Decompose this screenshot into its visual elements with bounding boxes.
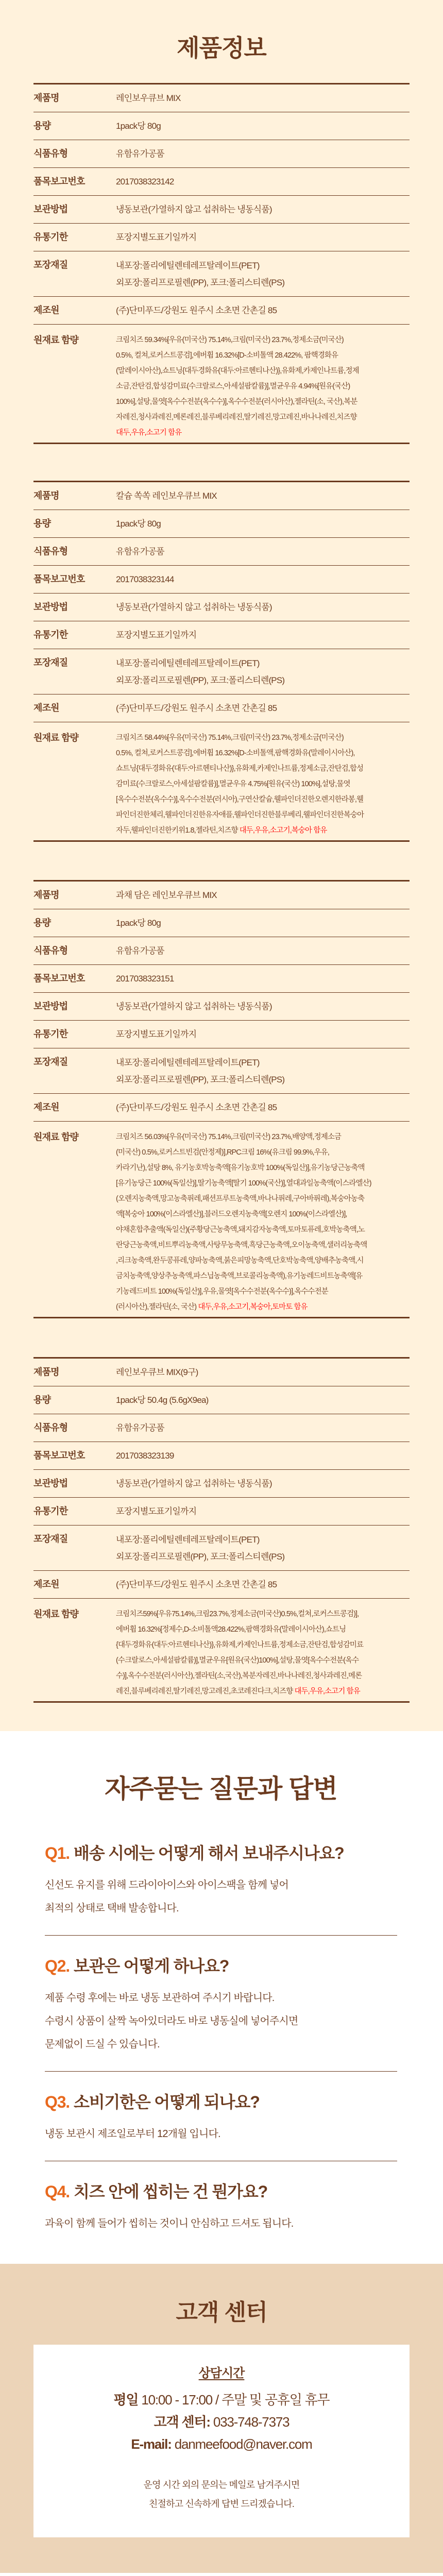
row-value [116,196,410,223]
row-value [116,84,410,112]
row-value [116,1571,410,1598]
ingredient-text: ,리크농축액,완두콩퓨레,양파농축액,붉은피망농축액,단호박농축액,양배추농축액,시 [116,1257,364,1265]
row-value [116,510,410,537]
ingredient-line [116,363,410,379]
row-label: 용량 [33,121,51,131]
row-label: 보관방법 [33,1001,68,1011]
row-value [116,1526,410,1570]
ingredient-line [116,776,410,792]
phone-value[interactable]: 033-748-7373 [213,2414,289,2430]
ingredient-text: {대두경화유(대두:아르헨티나산)},유화제,카제인나트륨,정제소금,잔탄검,합성감미료 [116,1641,364,1649]
ingredient-text: 100%],설탕,물엿[옥수수전분(옥수수)],옥수수전분(러시아산),젤라틴(소, 국산),복분 [116,398,357,406]
faq-question [45,1956,397,1976]
ingredient-line [116,410,410,425]
question-text: 소비기한은 어떻게 되나요? [73,2093,260,2111]
table-row [33,649,410,694]
phone-label: 고객 센터: [154,2414,210,2430]
value-line: 냉동보관(가열하지 않고 섭취하는 냉동식품) [116,205,272,214]
ingredient-text: (말레이시아산),쇼트닝{대두경화유(대두:아르헨티나산)},유화제,카제인나트륨,정제 [116,367,359,375]
ingredient-line [116,1191,410,1207]
note-line: 운영 시간 외의 문의는 메일로 남겨주시면 [143,2480,300,2490]
hours-title: 상담시간 [198,2366,245,2380]
ingredient-text: 자레진,청사과레진,메론레진,블루베리레진,딸기레진,망고레진,바나나레진,치즈향 [116,413,357,421]
product-table-wrap [33,880,410,1318]
ingredient-text: 크림치즈59%[우유75.14%,크림23.7%,정제소금(미국산)0.5%,컬쳐,로커스트콩검)], [116,1610,359,1618]
table-row [33,1498,410,1526]
product-table-wrap [33,83,410,444]
table-row [33,1571,410,1599]
table-row [33,1386,410,1414]
faq-item [45,2092,397,2161]
table-row [33,1021,410,1048]
ingredient-line [116,1606,410,1622]
ingredient-line [116,745,410,761]
row-value [116,937,410,964]
row-label: 원재료 함량 [33,1609,79,1619]
value-line: 포장지별도표기일까지 [116,630,197,640]
table-row [33,1094,410,1122]
row-label: 제조원 [33,305,59,315]
answer-line: 최적의 상태로 택배 발송합니다. [45,1903,179,1914]
hours-line [33,2389,410,2411]
row-value [116,993,410,1020]
row-label: 제품명 [33,1367,59,1377]
ingredient-text: 수)],옥수수전분(러시아산),젤라틴(소,국산),복분자레진,바나나레진,청사과레진,메론 [116,1672,362,1680]
product-info-table [33,83,410,444]
row-label: 제품명 [33,490,59,501]
ingredient-text: 야채혼합추출액(독일산)(주황당근농축액,돼지감자농축액,토마토퓨레,호박농축액,노 [116,1226,365,1234]
value-line: 내포장:폴리에틸렌테레프탈레이트(PET) [116,261,260,270]
ingredient-line [116,379,410,394]
table-row [33,1414,410,1442]
row-label: 원재료 함량 [33,1132,79,1142]
ingredient-line [116,792,410,807]
row-label: 제품명 [33,890,59,900]
question-text: 배송 시에는 어떻게 해서 보내주시나요? [73,1844,344,1862]
row-value [116,1048,410,1093]
table-row [33,510,410,538]
table-row [33,594,410,621]
table-row [33,882,410,909]
value-line: 2017038323151 [116,974,174,984]
row-value [116,1498,410,1525]
value-line: 2017038323144 [116,574,174,584]
ingredients-row [33,325,410,443]
allergen-notice: 대두,우유,소고기 함유 [116,429,182,437]
ingredients-value [116,722,410,840]
hours-value: 10:00 - 17:00 / 주말 및 공휴일 휴무 [141,2392,330,2408]
value-line: 유함유가공품 [116,1423,164,1433]
table-row [33,482,410,510]
ingredient-text: 란당근농축액,비트뿌리농축액,사탕무농축액,흑당근농축액,오이농축액,샐러리농축액 [116,1241,367,1249]
row-label: 포장재질 [33,1057,68,1067]
table-row [33,112,410,140]
ingredient-line [116,1668,410,1684]
ingredients-row [33,1599,410,1701]
ingredient-line [116,730,410,745]
ingredient-line [116,1299,410,1315]
row-label: 용량 [33,918,51,928]
phone-line [33,2411,410,2433]
ingredient-line [116,1176,410,1191]
faq-answer [45,2212,397,2235]
row-value [116,1470,410,1497]
faq-item [45,1956,397,2072]
answer-line: 신선도 유지를 위해 드라이아이스와 아이스팩을 함께 넣어 [45,1879,289,1891]
row-label: 제품명 [33,93,59,103]
ingredient-line [116,1160,410,1176]
ingredients-value [116,1122,410,1317]
ingredient-text: [유기농당근 100%(독일산)],딸기농축액[딸기 100%(국산)],열대과일농축액(이스라엘산) [116,1179,371,1188]
ingredient-text: 기농레드비트 100%(독일산)],우유,물엿[옥수수전분(옥수수)],옥수수전분 [116,1287,328,1296]
email-line [33,2433,410,2455]
row-value [116,538,410,565]
row-value [116,112,410,140]
value-line: 내포장:폴리에틸렌테레프탈레이트(PET) [116,1058,260,1067]
table-row [33,1442,410,1470]
table-row [33,621,410,649]
allergen-notice: 대두,우유,소고기 함유 [294,1687,360,1696]
row-value [116,1021,410,1048]
value-line: 외포장:폴리프로필렌(PP), 포크:폴리스티렌(PS) [116,1075,285,1084]
row-label: 포장재질 [33,657,68,668]
customer-center-title: 고객 센터 [176,2300,267,2325]
note-line: 친절하고 신속하게 답변 드리겠습니다. [148,2499,295,2509]
ingredient-text: (오렌지농축액,망고농축퓌레,패션프루트농축액,바나나퓌레,구아바퓌레),복숭아농축 [116,1195,365,1203]
row-label: 용량 [33,1395,51,1405]
ingredient-text: 레진,블루베리레진,딸기레진,망고레진,초코레진다크,치즈향 [116,1687,295,1696]
allergen-notice: 대두,우유,소고기,복숭아,토마토 함유 [198,1303,308,1311]
row-value [116,566,410,593]
ingredient-text: 금치농축액,양상추농축액,파스닙농축액,브로콜리농축액),유기농레드비트농축액[유 [116,1272,363,1280]
row-label: 포장재질 [33,260,68,270]
ingredient-text: 0.5%, 컬쳐,로커스트콩검],에버휩 16.32%[D-소비톨액,팜핵경화유(말레이시아산), [116,749,355,757]
table-row [33,224,410,251]
faq-answer [45,1987,397,2056]
row-label: 보관방법 [33,204,68,214]
table-row [33,140,410,168]
value-line: (주)단미푸드/강원도 원주시 소초면 간촌길 85 [116,306,277,315]
row-value [116,251,410,296]
ingredients-value [116,325,410,443]
value-line: 내포장:폴리에틸렌테레프탈레이트(PET) [116,1535,260,1545]
table-row [33,168,410,196]
value-line: 유함유가공품 [116,547,164,556]
ingredient-text: [옥수수전분(옥수수)],옥수수전분(러시아),구연산칼슘,웰파인더진한오렌지한라봉,웰 [116,795,364,804]
faq-divider [45,2071,397,2072]
product-info-table [33,1357,410,1703]
faq-answer [45,2123,397,2146]
faq-item [45,2181,397,2235]
row-label: 보관방법 [33,602,68,612]
ingredient-text: 0.5%, 컬쳐,로커스트콩검],에버휩 16.32%[D-소비톨액 28.422%, 팜핵경화유 [116,351,338,360]
question-number: Q4. [45,2182,70,2201]
faq-question [45,1843,397,1863]
row-value [116,1414,410,1442]
row-label: 포장재질 [33,1534,68,1544]
value-line: 냉동보관(가열하지 않고 섭취하는 냉동식품) [116,1002,272,1011]
product-info-table [33,880,410,1318]
question-number: Q1. [45,1844,70,1862]
customer-center-box [33,2345,410,2537]
row-value [116,297,410,324]
ingredient-line [116,1253,410,1268]
row-label: 품목보고번호 [33,176,85,187]
value-line: (주)단미푸드/강원도 원주시 소초면 간촌길 85 [116,1580,277,1589]
row-label: 제조원 [33,1579,59,1589]
table-row [33,694,410,722]
value-line: 과채 담은 레인보우큐브 MIX [116,890,217,900]
table-row [33,297,410,325]
value-line: 냉동보관(가열하지 않고 섭취하는 냉동식품) [116,1479,272,1488]
value-line: 1pack당 80g [116,121,161,131]
row-label: 식품유형 [33,148,68,159]
table-row [33,993,410,1021]
faq-question [45,2092,397,2112]
row-label: 원재료 함량 [33,733,79,743]
ingredient-line [116,823,410,838]
ingredient-text: 에버휩 16.32%[정제수,D-소비톨액28.422%,팜핵경화유(말레이시아산),쇼트닝 [116,1625,346,1634]
table-row [33,566,410,594]
value-line: 2017038323142 [116,177,174,187]
row-label: 유통기한 [33,1029,68,1039]
value-line: 유함유가공품 [116,946,164,956]
ingredients-row [33,722,410,840]
ingredient-line [116,1268,410,1284]
ingredient-text: 액[복숭아 100%(이스라엘산)],블러드오렌지농축액[오렌지 100%(이스라엘산)], [116,1210,347,1218]
table-row [33,1048,410,1094]
row-value [116,482,410,510]
product-info-table [33,481,410,842]
row-value [116,621,410,649]
ingredient-text: 쇼트닝{대두경화유(대두:아르헨티나산)},유화제,카제인나트륨,정제소금,잔탄검,합성 [116,765,364,773]
question-number: Q2. [45,1957,70,1975]
table-row [33,937,410,965]
row-label: 품목보고번호 [33,1450,85,1461]
row-value [116,224,410,251]
value-line: 칼슘 쏙쏙 레인보우큐브 MIX [116,491,217,501]
ingredient-line [116,1238,410,1253]
table-row [33,909,410,937]
value-line: 내포장:폴리에틸렌테레프탈레이트(PET) [116,658,260,668]
ingredients-value [116,1599,410,1701]
row-value [116,882,410,909]
ingredient-text: 크림치즈 58.44%[우유(미국산) 75.14%,크림(미국산) 23.7%,정제소금(미국산) [116,734,344,742]
answer-line: 제품 수령 후에는 바로 냉동 보관하여 주시기 바랍니다. [45,1992,275,2004]
question-text: 보관은 어떻게 하나요? [73,1957,229,1975]
ingredient-line [116,1129,410,1145]
table-row [33,538,410,566]
ingredient-line [116,425,410,440]
ingredient-line [116,1653,410,1668]
row-value [116,1386,410,1414]
table-row [33,84,410,112]
row-label: 보관방법 [33,1478,68,1488]
table-row [33,1359,410,1386]
faq-section [0,1731,443,2264]
ingredient-text: 크림치즈 56.03%[우유(미국산) 75.14%,크림(미국산) 23.7%,배양액,정제소금 [116,1133,342,1141]
answer-line: 과육이 함께 들어가 씹히는 것이니 안심하고 드셔도 됩니다. [45,2218,294,2229]
question-text: 치즈 안에 씹히는 건 뭔가요? [73,2182,267,2201]
email-value[interactable]: danmeefood@naver.com [174,2436,312,2452]
row-label: 제조원 [33,1102,59,1112]
faq-title: 자주묻는 질문과 답변 [105,1774,337,1803]
ingredient-text: 카라기난),설탕 8%, 유기농호박농축액[유기농호박 100%(독일산)],유기농당근농축액 [116,1164,365,1172]
answer-line: 냉동 보관시 제조일로부터 12개월 입니다. [45,2128,220,2140]
ingredient-text: (미국산) 0.5%,로커스트빈검(안정제)],RPC크림 16%(유크림 99.9%,우유, [116,1148,330,1157]
row-value [116,140,410,167]
ingredient-text: (러시아산),젤라틴(소, 국산) [116,1303,198,1311]
row-label: 식품유형 [33,945,68,956]
row-value [116,694,410,722]
ingredient-text: (수크랄로스,아세설팜칼륨)],멸균우유[원유(국산)100%],설탕,물엿[옥수수전분(옥수 [116,1656,359,1665]
email-label: E-mail: [131,2436,172,2452]
value-line: 1pack당 50.4g (5.6gX9ea) [116,1395,209,1405]
ingredients-row [33,1122,410,1317]
ingredient-text: 파인더진한체리,웰파인더진한유자애플,웰파인더진한블루베리,웰파인더진한복숭아 [116,811,364,819]
row-label: 품목보고번호 [33,973,85,984]
row-value [116,1359,410,1386]
product-table-wrap [33,481,410,842]
value-line: 1pack당 80g [116,918,161,928]
customer-center-section [0,2264,443,2573]
value-line: 포장지별도표기일까지 [116,1506,197,1516]
row-label: 품목보고번호 [33,574,85,584]
value-line: 외포장:폴리프로필렌(PP), 포크:폴리스티렌(PS) [116,1552,285,1562]
ingredient-text: 소금,잔탄검,합성감미료(수크랄로스,아세설팜칼륨)],멸균우유 4.94%[원유(국산) [116,382,350,391]
value-line: (주)단미푸드/강원도 원주시 소초면 간촌길 85 [116,703,277,713]
value-line: 냉동보관(가열하지 않고 섭취하는 냉동식품) [116,602,272,612]
value-line: 포장지별도표기일까지 [116,1029,197,1039]
ingredient-text: 감미료(수크랄로스,아세설팜칼륨)],멸균우유 4.75%[원유(국산) 100%],설탕,물엿 [116,780,350,788]
value-line: 레인보우큐브 MIX [116,93,181,103]
row-label: 식품유형 [33,1422,68,1433]
value-line: 2017038323139 [116,1451,174,1461]
row-label: 원재료 함량 [33,335,79,345]
contact-note [33,2476,410,2514]
faq-question [45,2181,397,2202]
row-label: 식품유형 [33,546,68,556]
ingredient-line [116,1207,410,1222]
row-value [116,909,410,937]
table-row [33,251,410,297]
value-line: (주)단미푸드/강원도 원주시 소초면 간촌길 85 [116,1103,277,1112]
ingredient-line [116,1145,410,1160]
table-row [33,1526,410,1571]
ingredient-line [116,348,410,363]
value-line: 레인보우큐브 MIX(9구) [116,1367,198,1377]
faq-divider [45,1935,397,1936]
ingredient-line [116,761,410,776]
value-line: 유함유가공품 [116,149,164,159]
ingredient-line [116,1222,410,1238]
value-line: 외포장:폴리프로필렌(PP), 포크:폴리스티렌(PS) [116,278,285,287]
answer-line: 문제없이 드실 수 있습니다. [45,2039,160,2050]
table-row [33,196,410,224]
ingredient-line [116,1684,410,1699]
row-value [116,649,410,694]
faq-answer [45,1874,397,1920]
ingredient-line [116,1637,410,1653]
ingredient-line [116,394,410,410]
ingredient-line [116,807,410,823]
row-label: 유통기한 [33,1506,68,1516]
ingredient-text: 자두,웰파인더진한키위1.8,젤라틴,치즈향 [116,826,240,835]
table-row [33,1470,410,1498]
table-row [33,965,410,993]
row-label: 유통기한 [33,232,68,242]
ingredient-line [116,1284,410,1299]
row-label: 유통기한 [33,630,68,640]
page-title: 제품정보 [177,35,266,61]
row-label: 제조원 [33,703,59,713]
row-value [116,168,410,195]
row-value [116,1094,410,1121]
value-line: 1pack당 80g [116,519,161,529]
ingredient-line [116,1622,410,1637]
ingredient-text: 크림치즈 59.34%[우유(미국산) 75.14%,크림(미국산) 23.7%,정제소금(미국산) [116,336,344,344]
hours-label: 평일 [113,2392,139,2408]
answer-line: 수령시 상품이 살짝 녹아있더라도 바로 냉동실에 넣어주시면 [45,2015,298,2027]
row-value [116,1442,410,1469]
allergen-notice: 대두,우유,소고기,복숭아 함유 [239,826,327,835]
value-line: 포장지별도표기일까지 [116,232,197,242]
faq-item [45,1843,397,1936]
row-value [116,594,410,621]
value-line: 외포장:폴리프로필렌(PP), 포크:폴리스티렌(PS) [116,675,285,685]
row-value [116,965,410,992]
question-number: Q3. [45,2093,70,2111]
row-label: 용량 [33,518,51,529]
product-table-wrap [33,1357,410,1703]
ingredient-line [116,332,410,348]
